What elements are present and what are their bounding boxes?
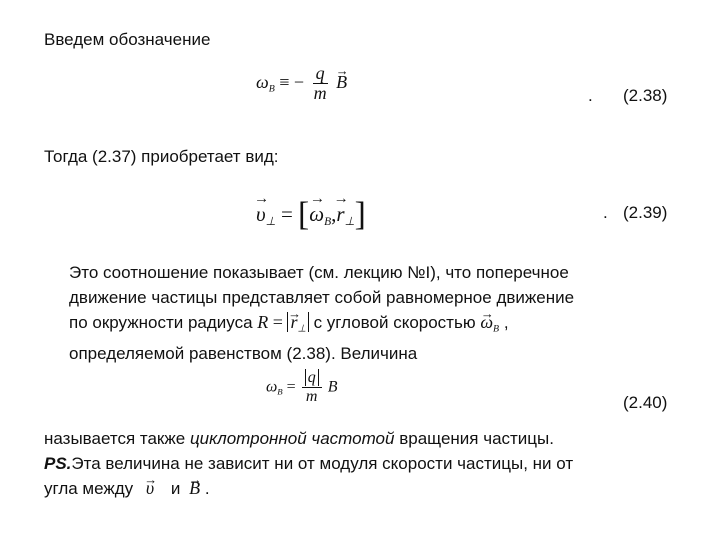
angular-speed-symbol — [480, 312, 500, 335]
ps-label: PS. — [44, 454, 72, 473]
b-vector-symbol: → B — [189, 476, 200, 501]
equation-2-39 — [256, 196, 366, 234]
omega-subscript: B — [277, 386, 283, 397]
paragraph-1-line-2: движение частицы представляет собой равномерное движение — [69, 288, 575, 307]
b-symbol: B — [327, 378, 338, 396]
fraction-denominator: m — [305, 387, 318, 405]
equals-sign: = — [286, 378, 296, 396]
angular-omega-vector: → ω — [480, 310, 493, 335]
then-text: Тогда (2.37) приобретает вид: — [44, 147, 279, 166]
rotation-text: вращения частицы. — [399, 429, 554, 448]
velocity-v: → υ — [146, 476, 154, 501]
paragraph-2-line-2 — [44, 451, 573, 476]
equation-2-39-label: (2.39) — [623, 203, 668, 222]
fraction-numerator: q — [313, 64, 328, 84]
equation-2-38-dot: . — [588, 86, 593, 105]
right-bracket-icon: ] — [354, 196, 366, 233]
equation-2-39-dot: . — [603, 203, 608, 222]
angle-between-text: угла между — [44, 479, 134, 498]
radius-formula — [257, 312, 313, 335]
paragraph-1-line-1: Это соотношение показывает (см. лекцию №I), что поперечное — [69, 263, 569, 282]
omega-subscript: B — [324, 216, 332, 228]
r-subscript: ⊥ — [344, 216, 355, 228]
r-vector: → r — [336, 202, 344, 227]
equation-2-40 — [266, 370, 337, 405]
cyclotron-frequency-term: циклотронной частотой — [189, 429, 395, 448]
equation-2-40-label: (2.40) — [623, 393, 668, 412]
omega-subscript: B — [268, 83, 275, 95]
fraction-denominator: m — [313, 82, 327, 103]
abs-q: q — [305, 369, 319, 386]
line-3-comma: , — [503, 313, 509, 332]
radius-r-vector: → r — [290, 310, 297, 335]
paragraph-2-line-1 — [44, 426, 573, 451]
paragraph-2 — [44, 426, 573, 501]
angular-speed-text: с угловой скоростью — [313, 313, 476, 332]
vector-b: → B — [336, 72, 347, 93]
and-text: и — [170, 479, 181, 498]
omega-symbol: ω — [266, 378, 278, 396]
fraction-q-over-m — [311, 64, 330, 104]
b-vector — [189, 478, 200, 498]
radius-r-subscript: ⊥ — [297, 323, 307, 335]
paragraph-1-line-4: определяемой равенством (2.38). Величина — [69, 344, 418, 364]
paragraph-1-line-3 — [69, 310, 673, 341]
equals-sign: = — [280, 201, 293, 226]
velocity-vector — [146, 478, 154, 498]
left-bracket-icon: [ — [298, 196, 310, 233]
omega-symbol: ω — [256, 71, 269, 92]
radius-abs — [287, 312, 309, 335]
identity-sign: ≡ − — [279, 71, 305, 92]
called-text: называется также — [44, 429, 186, 448]
fraction-abs-q-over-m — [302, 370, 322, 405]
velocity-symbol: → υ — [256, 202, 266, 227]
fraction-numerator — [302, 370, 322, 388]
comma: , — [331, 201, 337, 226]
paragraph-2-line-3 — [44, 476, 573, 501]
radius-symbol: R — [257, 312, 269, 332]
intro-text: Введем обозначение — [44, 30, 211, 49]
velocity-subscript: ⊥ — [265, 216, 276, 228]
omega-vector: → ω — [309, 202, 324, 227]
final-period: . — [204, 479, 210, 498]
equation-2-38-label: (2.38) — [623, 86, 668, 105]
radius-text: по окружности радиуса — [69, 313, 253, 332]
equation-2-38 — [256, 64, 347, 104]
radius-equals: = — [272, 312, 283, 332]
ps-text: Эта величина не зависит ни от модуля скорости частицы, ни от — [71, 454, 574, 473]
angular-omega-subscript: B — [493, 323, 500, 335]
paragraph-1 — [69, 260, 673, 366]
